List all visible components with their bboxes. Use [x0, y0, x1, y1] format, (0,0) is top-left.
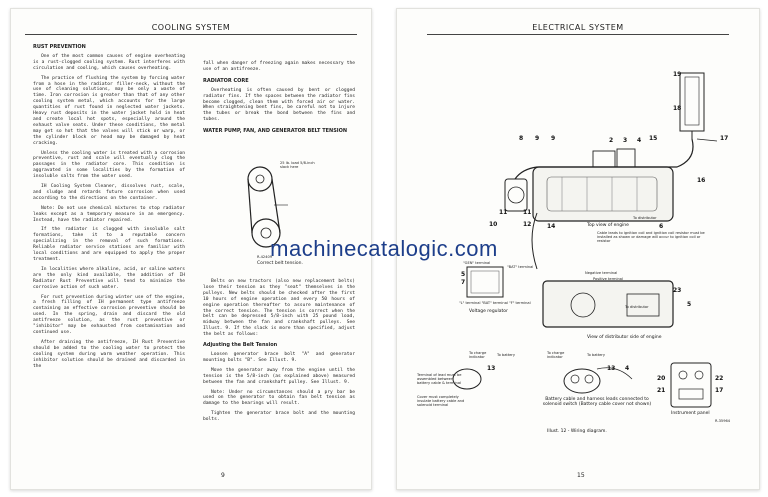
- callout-number: 18: [673, 105, 682, 112]
- lead-note: Terminal of lead must be assembled between battery cable & terminal: [417, 373, 462, 386]
- label-top-view: Top view of engine: [587, 223, 629, 228]
- callout-number: 23: [673, 287, 682, 294]
- paragraph: Note: Do not use chemical mixtures to stop radiator leaks except as a temporary measure in an emergency. Instead, have the radiator repaired.: [33, 205, 185, 223]
- title-rule: [25, 34, 357, 35]
- paragraph: Belts on new tractors (also new replacement belts) lose their tension as they "seat" themselves in the pulleys. New belts should be checked after the first 10 hours of engine operation and every 50 hours of engine operation thereafter to assure maintenance of the correct tension. The tension is correct when the belt can be depressed 5/8-inch with 25 pound load, midway between the fan and crankshaft pulleys. See Illust. 9. If the slack is more than specified, adjust the belt as follows:: [203, 279, 355, 338]
- label-positive-terminal: Positive terminal: [593, 277, 624, 281]
- callout-number: 9: [535, 135, 540, 142]
- callout-number: 3: [623, 137, 628, 144]
- callout-number: 10: [489, 221, 498, 228]
- callout-number: 9: [551, 135, 556, 142]
- paragraph: IH Cooling System Cleaner, dissolves rust, scale, and sludge and retards future corrosion when used according to the directions on the container.: [33, 184, 185, 201]
- belt-caption: Correct belt tension.: [257, 261, 303, 266]
- callout-number: 17: [720, 135, 729, 142]
- paragraph: After draining the antifreeze, IH Rust Preventive should be added to the cooling water to protect the cooling system during warm weather operation. This inhibitor solution should be drained and discarded in the: [33, 339, 185, 369]
- callout-number: 20: [657, 375, 666, 382]
- callout-number: 6: [659, 223, 664, 230]
- belt-label: 25 lb. load 5/8-inch slack here: [280, 161, 315, 170]
- callout-number: 11: [499, 209, 508, 216]
- section-heading: WATER PUMP, FAN, AND GENERATOR BELT TENSION: [203, 128, 348, 135]
- left-column: [33, 45, 185, 373]
- callout-number: 12: [523, 221, 532, 228]
- paragraph: Tighten the generator brace bolt and the mounting bolts.: [203, 411, 355, 423]
- callout-number: 22: [715, 375, 724, 382]
- label-voltage-regulator: Voltage regulator: [469, 309, 508, 314]
- paragraph: In localities where alkaline, acid, or saline waters are the only kind available, the addition of IH Radiator Rust Preventive will tend to minimize the corrosive action of such water.: [33, 266, 185, 290]
- page-title: ELECTRICAL SYSTEM: [532, 23, 624, 32]
- label-to-distributor-side: To distributor: [625, 305, 649, 309]
- paragraph: The practice of flushing the system by forcing water from a hose in the radiator filler-neck, without the use of cleaning solutions, may be only a waste of time. Iron corrosion is greater than that of any other cooling system metal, which accounts for the large quantities of rust found in neglected water jackets. Heavy rust deposits in the water jacket hold in heat and create local hot spots, especially around the exhaust valve seats. Under these conditions, the metal may get so hot that the valves will stick or warp, or the cylinder block or head may be damaged by heat cracking.: [33, 75, 185, 146]
- section-heading: RADIATOR CORE: [203, 77, 249, 84]
- label-negative-terminal: Negative terminal: [585, 271, 618, 275]
- callout-number: 14: [547, 223, 556, 230]
- label-gen-terminal: "GEN" terminal: [463, 261, 491, 265]
- callout-number: 5: [461, 271, 466, 278]
- callout-number: 4: [625, 365, 630, 372]
- callout-number: 15: [649, 135, 658, 142]
- label-battery-cable: Battery cable and harness leads connected to solenoid switch (Battery cable cover not shown): [542, 397, 652, 407]
- callout-number: 4: [637, 137, 642, 144]
- section-heading: RUST PREVENTION: [33, 44, 86, 50]
- watermark: machinecatalogic.com: [270, 236, 498, 261]
- label-bat-terminal: "BAT" terminal: [507, 265, 534, 269]
- callout-number: 17: [715, 387, 724, 394]
- paragraph: If the radiator is clogged with insoluble salt formations, take it to a reputable concern specializing in the removal of such formations. Reliable radiator service stations are familiar with local conditions and are equipped to apply the proper treatment.: [33, 227, 185, 262]
- label-to-charge-indicator-2: To charge indicator: [547, 351, 565, 360]
- paragraph: One of the most common causes of engine overheating is a rust-clogged cooling system. Rust interferes with circulation and cooling, which causes overheating.: [33, 53, 185, 71]
- label-distributor-view: View of distributor side of engine: [587, 335, 662, 340]
- section-heading: Adjusting the Belt Tension: [203, 342, 278, 349]
- right-column-lower: [203, 279, 355, 427]
- label-to-battery-2: To battery: [587, 353, 606, 357]
- label-instrument-panel: Instrument panel: [671, 411, 710, 416]
- figure-id: R-35964: [715, 419, 731, 423]
- paragraph: Unless the cooling water is treated with a corrosion preventive, rust and scale will eventually clog the passages in the radiator core. This condition is aggravated in some localities by the formation of insoluble salts from the water used.: [33, 150, 185, 180]
- callout-number: 7: [461, 279, 466, 286]
- cover-note: Cover must completely insulate battery cable and solenoid terminal: [417, 395, 465, 408]
- paragraph: Loosen generator brace bolt "A" and generator mounting bolts "B". See Illust. 9.: [203, 351, 355, 363]
- callout-number: 16: [697, 177, 706, 184]
- callout-number: 19: [673, 71, 682, 78]
- label-to-distributor: To distributor: [633, 216, 657, 220]
- callout-number: 5: [687, 301, 692, 308]
- callout-number: 21: [657, 387, 666, 394]
- page-title: COOLING SYSTEM: [151, 23, 231, 32]
- paragraph: Overheating is often caused by bent or clogged radiator fins. If the spaces between the radiator fins become clogged, clean them with forced air or water. When straightening bent fins, be careful not to injure the tubes or break the bond between the fins and tubes.: [203, 87, 355, 123]
- callout-number: 11: [523, 209, 532, 216]
- figure-id: R-42409: [257, 255, 273, 259]
- label-to-battery: To battery: [497, 353, 516, 357]
- label-to-charge-indicator: To charge indicator: [469, 351, 487, 360]
- paragraph: Move the generator away from the engine until the tension is the 5/8-inch (as explained above) measured between the fan and crankshaft pulley. See Illust. 9.: [203, 367, 355, 385]
- label-lfa-terminals: "L" terminal "BAT" terminal "F" terminal: [459, 301, 531, 305]
- paragraph: fall when danger of freezing again makes necessary the use of an antifreeze.: [203, 61, 355, 72]
- paragraph: Note: Under no circumstances should a pry bar be used on the generator to obtain fan belt tension as damage to the bearings will result.: [203, 389, 355, 407]
- right-column: [203, 61, 355, 138]
- callout-number: 13: [607, 365, 616, 372]
- ignition-note: Cable leads to ignition coil and ignition coil resistor must be installed as shown or damage will occur to ignition coil or resistor: [597, 231, 705, 244]
- page-number: 15: [577, 472, 585, 479]
- callout-number: 13: [487, 365, 496, 372]
- callout-number: 2: [609, 137, 614, 144]
- page-number: 9: [221, 472, 225, 479]
- callout-number: 8: [519, 135, 524, 142]
- figure-caption: Illust. 12 - Wiring diagram.: [547, 429, 607, 434]
- paragraph: For rust prevention during winter use of the engine, a fresh filling of IH permanent type antifreeze containing an effective corrosion preventive should be used. In the spring, drain and discard the old antifreeze solution, as the rust preventive or "inhibitor" may be exhausted from contamination and continued use.: [33, 294, 185, 335]
